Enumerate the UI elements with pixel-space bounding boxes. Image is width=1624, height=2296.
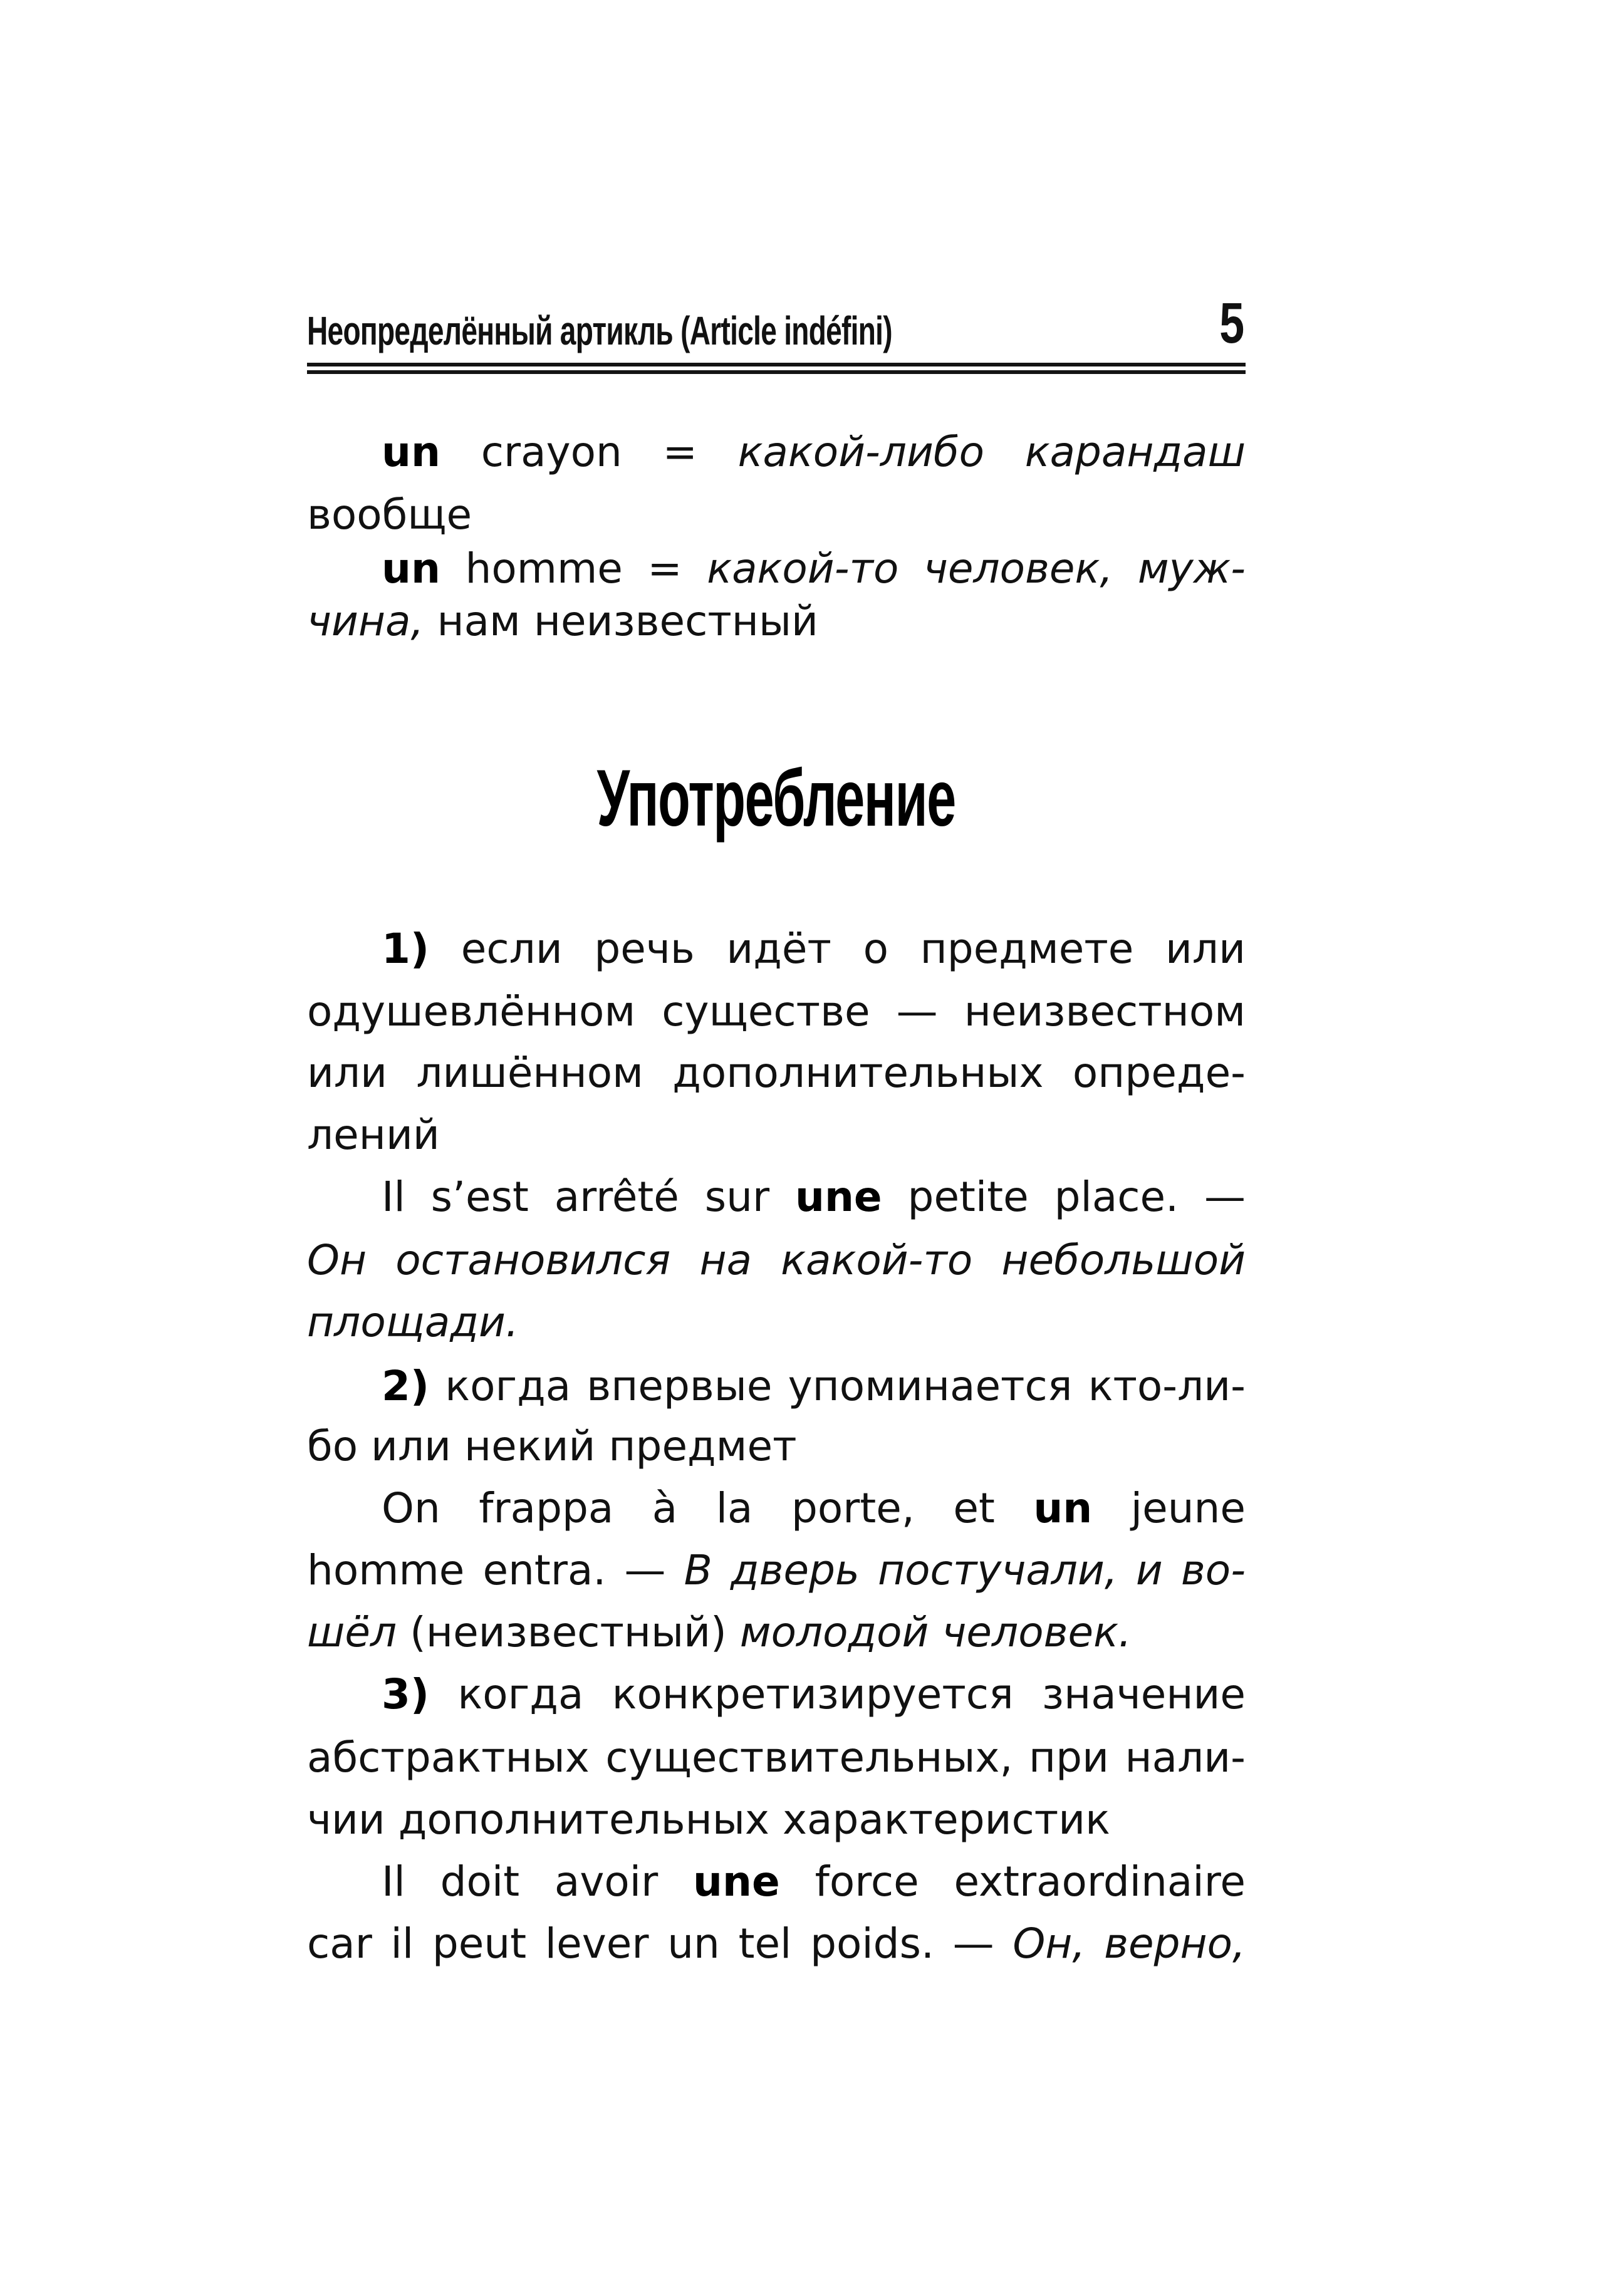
article: un: [1033, 1484, 1093, 1532]
rule-line: [307, 980, 1246, 1042]
example-translation: молодой человек.: [739, 1608, 1132, 1656]
example-french: car il peut lever un tel poids. —: [307, 1919, 994, 1968]
example-translation: Он остановился на какой-то небольшой: [307, 1236, 1246, 1284]
rule-text: когда впервые упоминается кто-ли-: [445, 1362, 1246, 1410]
header-rule-top: [307, 363, 1246, 366]
page-number: 5: [1219, 291, 1244, 355]
example-line: [307, 1601, 1246, 1663]
example-translation: шёл: [307, 1608, 397, 1656]
translation: чина,: [307, 597, 424, 645]
rule-text: чии дополнительных характеристик: [307, 1795, 1111, 1844]
section-heading: [307, 752, 1246, 846]
rule-line: [307, 1355, 1246, 1417]
rule-line: [307, 1415, 1246, 1477]
translation: какой-либо карандаш: [737, 428, 1246, 476]
example-line: [307, 1477, 1246, 1539]
rule-text: когда конкретизируется значение: [457, 1670, 1246, 1718]
example-french: jeune: [1130, 1484, 1246, 1532]
rule-text: если речь идёт о предмете или: [461, 925, 1246, 973]
example-french: homme entra. —: [307, 1546, 666, 1594]
example-french: Il s’est arrêté sur: [382, 1173, 770, 1221]
rule-line: [307, 1789, 1246, 1851]
example-line: [307, 1539, 1246, 1601]
example-translation: В дверь постучали, и во-: [684, 1546, 1246, 1594]
example-line: [307, 1229, 1246, 1291]
intro-line: [307, 590, 1246, 652]
rule-text: лений: [307, 1111, 440, 1159]
equals-sign: =: [647, 544, 682, 593]
rule-line: [307, 1727, 1246, 1789]
header-rule-bottom: [307, 370, 1246, 374]
intro-line: [307, 484, 1246, 546]
equals-sign: =: [662, 428, 697, 476]
rule-line: [307, 918, 1246, 980]
example-line: [307, 1166, 1246, 1228]
translation: какой-то человек, муж-: [707, 544, 1246, 593]
item-number: 2): [382, 1362, 430, 1410]
french-word: crayon: [481, 428, 622, 476]
rule-line: [307, 1663, 1246, 1725]
example-line: [307, 1851, 1246, 1913]
running-header: [307, 291, 1246, 357]
article: un: [382, 428, 440, 476]
example-french: Il doit avoir: [382, 1857, 658, 1906]
rule-text: одушевлённом существе — неизвестном: [307, 987, 1246, 1036]
example-translation: Он, верно,: [1012, 1919, 1246, 1968]
example-line: [307, 1913, 1246, 1975]
article: une: [693, 1857, 780, 1906]
french-word: homme: [465, 544, 623, 593]
rule-text: абстрактных существительных, при нали-: [307, 1733, 1246, 1782]
rule-text: бо или некий предмет: [307, 1422, 797, 1470]
example-line: [307, 1291, 1246, 1353]
example-french: force extraordinaire: [815, 1857, 1246, 1906]
item-number: 3): [382, 1670, 430, 1718]
example-french: On frappa à la porte, et: [382, 1484, 995, 1532]
rule-line: [307, 1042, 1246, 1104]
rule-text: или лишённом дополнительных опреде-: [307, 1049, 1246, 1097]
translation-continuation: вообще: [307, 491, 472, 539]
example-french: petite place. —: [907, 1173, 1246, 1221]
translation-continuation: нам неизвестный: [437, 597, 818, 645]
article: une: [794, 1173, 882, 1221]
running-header-title: Неопределённый артикль (Article indéfini): [307, 308, 892, 353]
example-translation: площади.: [307, 1298, 519, 1346]
example-note: (неизвестный): [410, 1608, 727, 1656]
article: un: [382, 544, 440, 593]
rule-line: [307, 1104, 1246, 1166]
section-heading-text: Употребление: [596, 754, 956, 843]
item-number: 1): [382, 925, 430, 973]
intro-line: [307, 421, 1246, 483]
